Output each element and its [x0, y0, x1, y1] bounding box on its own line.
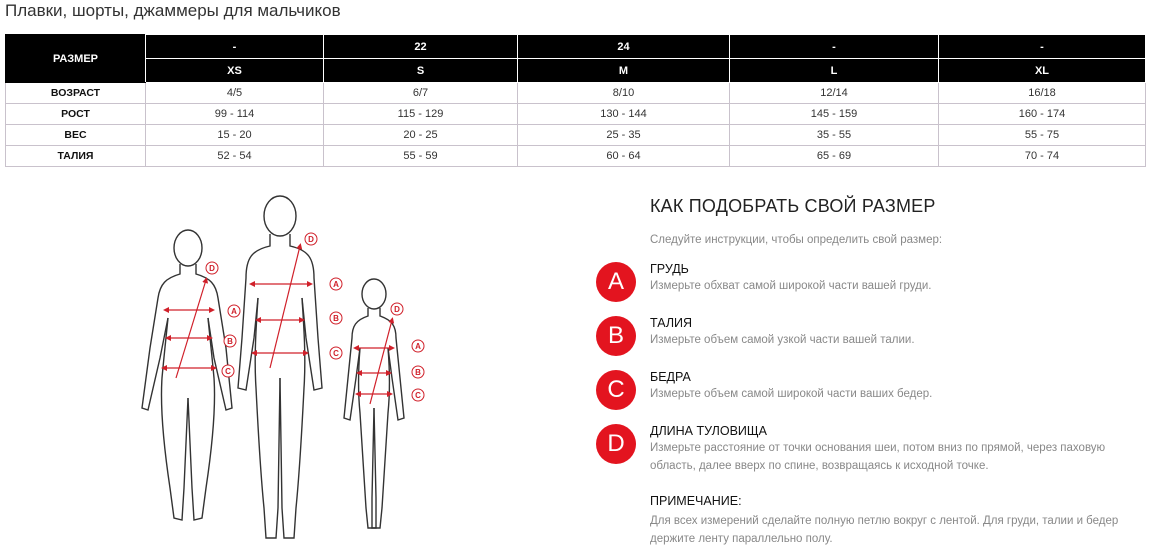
numeric-size-cell: 24 — [518, 35, 730, 59]
letter-size-cell: L — [730, 59, 939, 83]
measure-badge-c: C — [596, 370, 636, 410]
table-row — [6, 146, 1146, 167]
row-label: ВОЗРАСТ — [6, 83, 146, 104]
row-label: ТАЛИЯ — [6, 146, 146, 167]
numeric-size-cell: - — [146, 35, 324, 59]
table-cell: 52 - 54 — [146, 146, 324, 167]
table-cell: 55 - 75 — [939, 125, 1146, 146]
table-row — [6, 125, 1146, 146]
guide-title: КАК ПОДОБРАТЬ СВОЙ РАЗМЕР — [650, 196, 936, 216]
table-cell: 145 - 159 — [730, 104, 939, 125]
measure-desc-torso: Измерьте расстояние от точки основания шеи, потом вниз по прямой, через паховую область, далее вверх по спине, возвращаясь к исходной точке. — [650, 442, 1106, 472]
row-label: РОСТ — [6, 104, 146, 125]
table-cell: 12/14 — [730, 83, 939, 104]
size-table — [5, 34, 1146, 167]
measure-title-torso: ДЛИНА ТУЛОВИЩА — [650, 424, 767, 438]
svg-text:C: C — [225, 367, 231, 376]
svg-text:C: C — [415, 391, 421, 400]
table-cell: 99 - 114 — [146, 104, 324, 125]
table-cell: 4/5 — [146, 83, 324, 104]
man-figure — [238, 196, 322, 538]
table-cell: 60 - 64 — [518, 146, 730, 167]
letter-size-cell: S — [324, 59, 518, 83]
page-title: Плавки, шорты, джаммеры для мальчиков — [5, 1, 341, 20]
svg-text:D: D — [394, 305, 400, 314]
female-measure-labels — [206, 262, 240, 377]
table-row — [6, 83, 1146, 104]
body-figures-illustration — [130, 188, 440, 548]
measure-badge-d: D — [596, 424, 636, 464]
table-cell: 55 - 59 — [324, 146, 518, 167]
letter-size-cell: M — [518, 59, 730, 83]
table-cell: 115 - 129 — [324, 104, 518, 125]
letter-size-cell: XS — [146, 59, 324, 83]
measure-desc-chest: Измерьте обхват самой широкой части вашей груди. — [650, 280, 932, 292]
table-cell: 8/10 — [518, 83, 730, 104]
table-cell: 70 - 74 — [939, 146, 1146, 167]
note-text: Для всех измерений сделайте полную петлю вокруг с лентой. Для груди, талии и бедер держите ленту параллельно полу. — [650, 515, 1119, 545]
measure-badge-a: A — [596, 262, 636, 302]
svg-text:A: A — [333, 280, 339, 289]
size-param-header: РАЗМЕР — [6, 35, 146, 83]
svg-text:A: A — [231, 307, 237, 316]
svg-text:D: D — [308, 235, 314, 244]
child-measure-labels — [391, 303, 424, 401]
table-cell: 15 - 20 — [146, 125, 324, 146]
numeric-size-cell: 22 — [324, 35, 518, 59]
table-cell: 6/7 — [324, 83, 518, 104]
letter-size-cell: XL — [939, 59, 1146, 83]
child-measure-lines — [356, 320, 392, 404]
table-cell: 16/18 — [939, 83, 1146, 104]
man-measure-lines — [252, 246, 310, 368]
man-measure-labels — [305, 233, 342, 359]
table-cell: 130 - 144 — [518, 104, 730, 125]
svg-text:B: B — [227, 337, 233, 346]
measure-desc-hips: Измерьте объем самой широкой части ваших бедер. — [650, 388, 933, 400]
table-cell: 65 - 69 — [730, 146, 939, 167]
measure-desc-waist: Измерьте объем самой узкой части вашей талии. — [650, 334, 915, 346]
row-label: ВЕС — [6, 125, 146, 146]
svg-text:A: A — [415, 342, 421, 351]
svg-text:D: D — [209, 264, 215, 273]
table-cell: 25 - 35 — [518, 125, 730, 146]
guide-intro: Следуйте инструкции, чтобы определить свой размер: — [650, 234, 943, 246]
measure-title-waist: ТАЛИЯ — [650, 316, 693, 330]
numeric-size-cell: - — [730, 35, 939, 59]
numeric-size-cell: - — [939, 35, 1146, 59]
measure-badge-b: B — [596, 316, 636, 356]
svg-text:C: C — [333, 349, 339, 358]
svg-text:B: B — [415, 368, 421, 377]
child-figure — [344, 279, 404, 528]
table-row — [6, 104, 1146, 125]
female-figure — [142, 230, 232, 520]
measure-title-chest: ГРУДЬ — [650, 262, 689, 276]
female-measure-lines — [164, 280, 214, 378]
svg-text:B: B — [333, 314, 339, 323]
table-cell: 160 - 174 — [939, 104, 1146, 125]
table-cell: 35 - 55 — [730, 125, 939, 146]
note-title: ПРИМЕЧАНИЕ: — [650, 494, 742, 508]
measure-title-hips: БЕДРА — [650, 370, 691, 384]
table-cell: 20 - 25 — [324, 125, 518, 146]
